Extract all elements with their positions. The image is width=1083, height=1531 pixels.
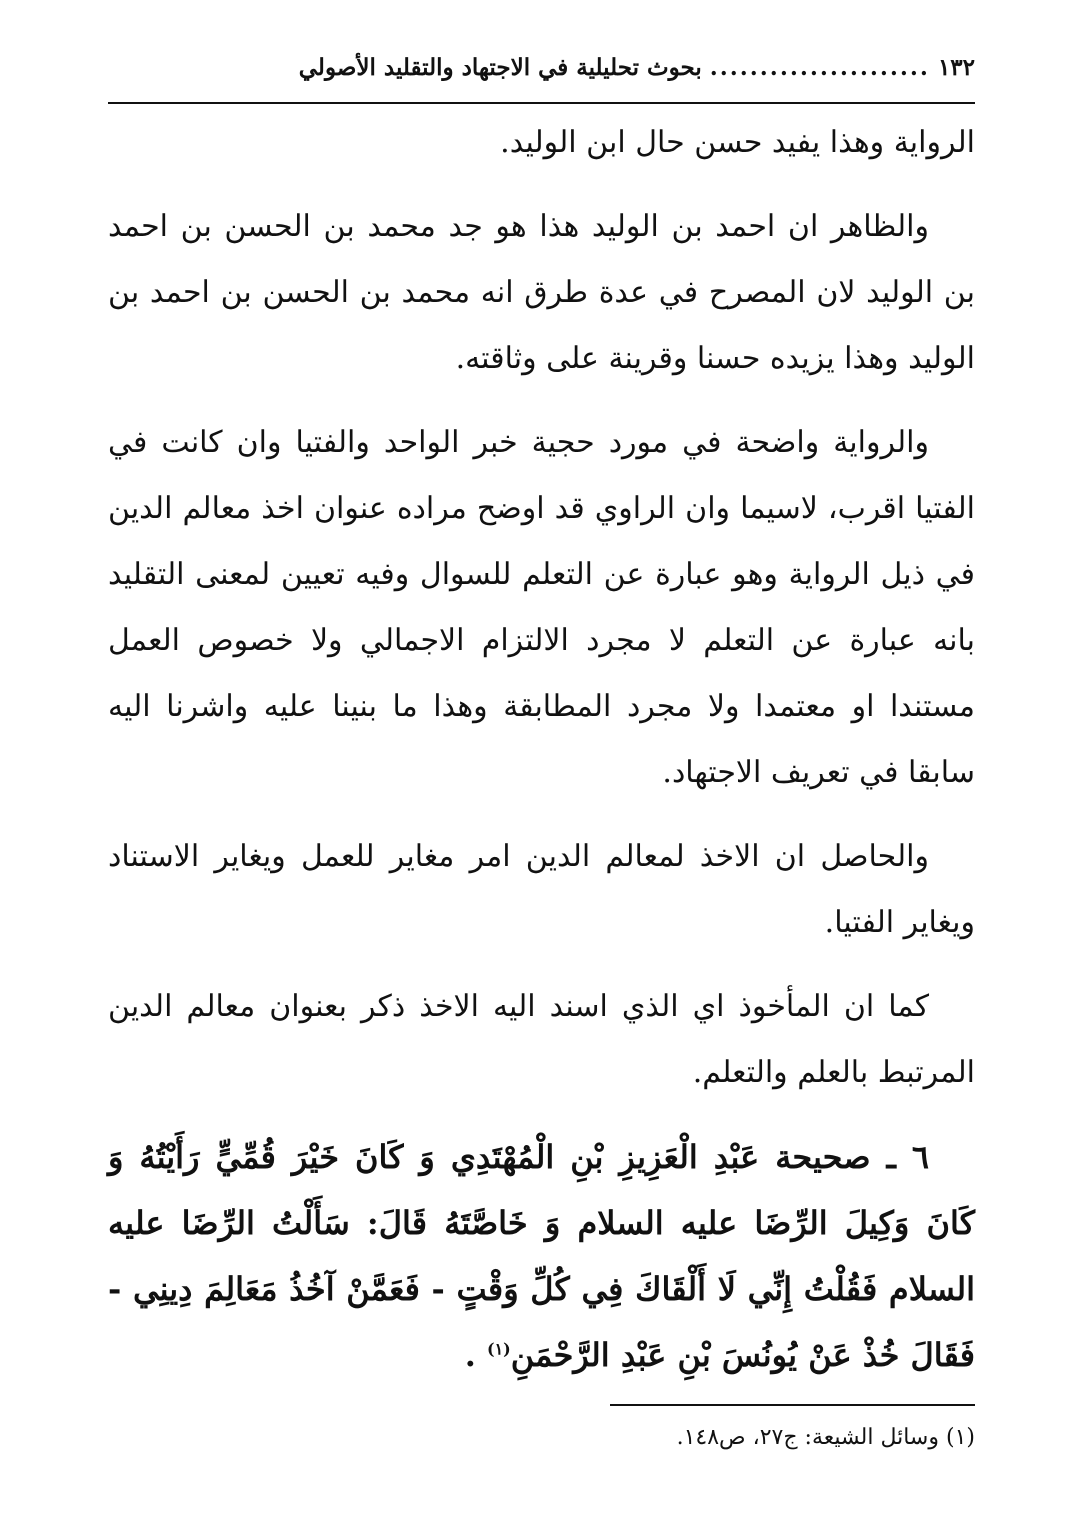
paragraph-continuation: الرواية وهذا يفيد حسن حال ابن الوليد. <box>500 125 975 160</box>
book-title: بحوث تحليلية في الاجتهاد والتقليد الأصولي <box>298 54 702 81</box>
footnote-reference: (١) <box>487 1339 511 1359</box>
header-leader-dots: ...................... <box>709 54 930 81</box>
footnote-divider <box>610 1404 975 1406</box>
page-number: ١٣٢ <box>937 54 975 81</box>
paragraph-ibn-al-walid: والظاهر ان احمد بن الوليد هذا هو جد محمد بن الحسن بن احمد بن الوليد لان المصرح في عدة طرق انه محمد بن الحسن بن احمد بن الوليد وهذا يزيده حسنا وقرينة على وثاقته. <box>108 209 975 376</box>
running-header <box>108 50 975 104</box>
paragraph-narration-clarity: والرواية واضحة في مورد حجية خبر الواحد والفتيا وان كانت في الفتيا اقرب، لاسيما وان الراوي قد اوضح مراده عنوان اخذ معالم الدين في ذيل الرواية وهو عبارة عن التعلم للسوال وفيه تعيين لمعنى التقليد بانه عبارة عن التعلم لا مجرد الالتزام الاجمالي ولا خصوص العمل مستندا او معتمدا ولا مجرد المطابقة وهذا ما بنينا عليه واشرنا اليه سابقا في تعريف الاجتهاد. <box>108 425 975 790</box>
hadith-six <box>108 1124 975 1388</box>
body-text <box>108 110 975 1406</box>
paragraph-taken-from: كما ان المأخوذ اي الذي اسند اليه الاخذ ذكر بعنوان معالم الدين المرتبط بالعلم والتعلم. <box>108 989 975 1090</box>
hadith-text: ٦ ـ صحيحة عَبْدِ الْعَزِيزِ بْنِ الْمُهْتَدِي وَ كَانَ خَيْرَ قُمِّيٍّ رَأَيْتُهُ وَ كَانَ وَكِيلَ الرِّضَا عليه السلام وَ خَاصَّتَهُ قَالَ: سَأَلْتُ الرِّضَا عليه السلام فَقُلْتُ إِنِّي لَا أَلْقَاكَ فِي كُلِّ وَقْتٍ - فَعَمَّنْ آخُذُ مَعَالِمَ دِينِي - فَقَالَ خُذْ عَنْ يُونُسَ بْنِ عَبْدِ الرَّحْمَنِ <box>108 1138 976 1374</box>
footnote: (١) وسائل الشيعة: ج٢٧، ص١٤٨. <box>676 1425 975 1450</box>
hadith-end: . <box>464 1336 487 1374</box>
paragraph-summary: والحاصل ان الاخذ لمعالم الدين امر مغاير للعمل ويغاير الاستناد ويغاير الفتيا. <box>108 839 975 940</box>
header-row <box>108 54 975 81</box>
